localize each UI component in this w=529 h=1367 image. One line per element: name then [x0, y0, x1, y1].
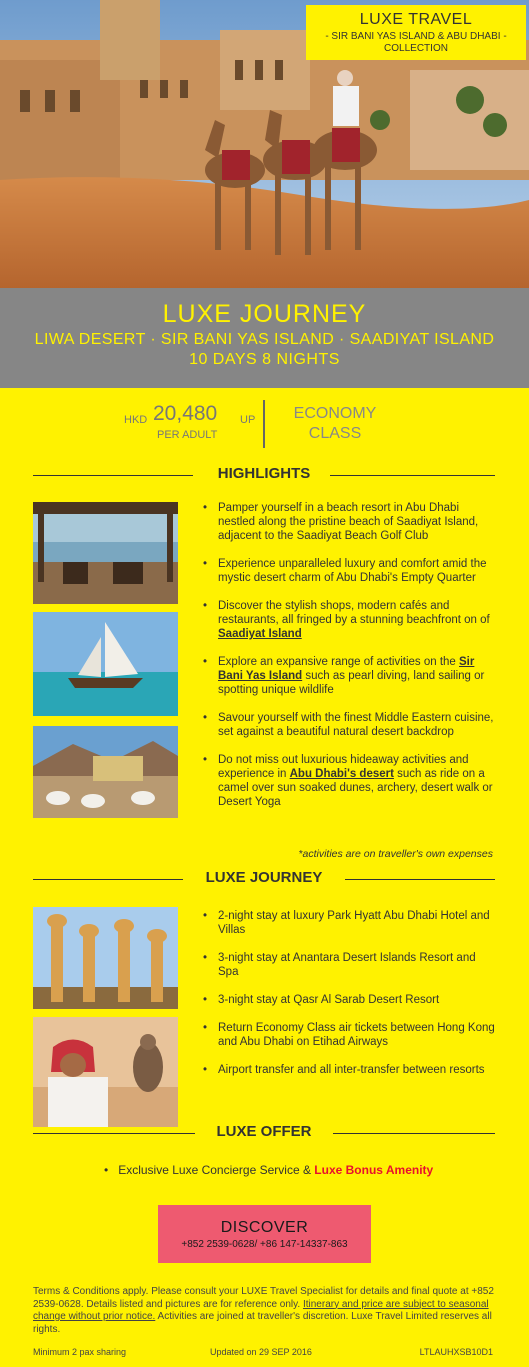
travel-class: [280, 404, 390, 444]
discover-label: DISCOVER: [220, 1219, 309, 1236]
min-pax: Minimum 2 pax sharing: [33, 1347, 127, 1357]
saadiyat-island-link[interactable]: Saadiyat Island: [218, 628, 302, 640]
list-item: • Discover the stylish shops, modern cafés and restaurants, all fringed by a stunning beachfront on of Saadiyat Island: [203, 599, 495, 641]
bullet: •: [104, 1163, 119, 1177]
updated-date: Updated on 29 SEP 2016: [210, 1347, 312, 1357]
price-per: PER ADULT: [157, 429, 218, 441]
list-item: • Do not miss out luxurious hideaway activities and experience in Abu Dhabi's desert such as ride on a camel over sun soaked dunes, archery, desert walk or Desert Yoga: [203, 753, 495, 809]
activities-note: *activities are on traveller's own expenses: [298, 848, 493, 860]
journey-title: LUXE JOURNEY: [162, 300, 367, 328]
list-item: • Pamper yourself in a beach resort in Abu Dhabi nestled along the pristine beach of Saadiyat Island, adjacent to the Saadiyat Beach Golf Club: [203, 501, 495, 543]
highlights-list: [203, 501, 495, 809]
offer-heading-text: LUXE OFFER: [216, 1123, 312, 1140]
hero-image: [0, 0, 529, 288]
terms-text: Terms & Conditions apply. Please consult your LUXE Travel Specialist for details and final quote at +852 2539-0628. Details listed and pictures are for reference only. Itinerary and price are subject to seasonal change without prior notice. Activities are joined at traveller's discretion. Luxe Travel Limited reserves all rights.: [33, 1286, 494, 1335]
list-item: • Airport transfer and all inter-transfer between resorts: [203, 1063, 495, 1077]
price-suffix: UP: [240, 414, 256, 426]
list-item: • 3-night stay at Anantara Desert Islands Resort and Spa: [203, 951, 495, 979]
falconer-photo: [33, 1017, 178, 1127]
list-item: • Savour yourself with the finest Middle Eastern cuisine, set against a beautiful natural desert backdrop: [203, 711, 495, 739]
journey-places: LIWA DESERT · SIR BANI YAS ISLAND · SAADIYAT ISLAND: [34, 331, 495, 348]
itinerary-change-link[interactable]: Itinerary and price are subject to seasonal change without prior notice.: [33, 1298, 489, 1322]
itinerary-list: [203, 909, 495, 1077]
discover-button[interactable]: [158, 1205, 371, 1263]
product-code: LTLAUHXSB10D1: [419, 1347, 493, 1357]
brand-name: LUXE TRAVEL: [359, 11, 473, 28]
giraffes-photo: [33, 907, 178, 1009]
dhow-boat-photo: [33, 612, 178, 716]
offer-line: [104, 1163, 433, 1177]
travel-class-line1: ECONOMY: [293, 405, 377, 422]
bonus-amenity: Luxe Bonus Amenity: [314, 1163, 434, 1177]
list-item: • Explore an expansive range of activities on the Sir Bani Yas Island such as pearl diving, land sailing or spotting unique wildlife: [203, 655, 495, 697]
price-divider: [263, 400, 265, 448]
price-currency: HKD: [124, 414, 148, 426]
brand-badge: [306, 5, 526, 60]
list-item: • 3-night stay at Qasr Al Sarab Desert Resort: [203, 993, 495, 1007]
abu-dhabi-desert-link[interactable]: Abu Dhabi's desert: [289, 768, 394, 780]
sir-bani-yas-link[interactable]: Sir Bani Yas Island: [218, 656, 475, 682]
list-item: • Return Economy Class air tickets between Hong Kong and Abu Dhabi on Etihad Airways: [203, 1021, 495, 1049]
journey-duration: 10 DAYS 8 NIGHTS: [189, 351, 340, 368]
price-block: [0, 388, 529, 460]
travel-class-line2: CLASS: [308, 425, 362, 442]
itinerary-heading: [33, 869, 495, 889]
price-amount: 20,480: [153, 402, 218, 425]
offer-heading: [33, 1123, 495, 1143]
contact-phones: +852 2539-0628/ +86 147-14337-863: [181, 1239, 348, 1250]
brand-collection: - SIR BANI YAS ISLAND & ABU DHABI - COLLECTION: [325, 31, 507, 54]
safari-oryx-photo: [33, 726, 178, 818]
beach-resort-photo: [33, 502, 178, 604]
itinerary-heading-text: LUXE JOURNEY: [205, 869, 323, 886]
highlights-heading: [33, 465, 495, 485]
journey-title-band: [0, 288, 529, 388]
list-item: • 2-night stay at luxury Park Hyatt Abu Dhabi Hotel and Villas: [203, 909, 495, 937]
list-item: • Experience unparalleled luxury and comfort amid the mystic desert charm of Abu Dhabi's Empty Quarter: [203, 557, 495, 585]
offer-text: Exclusive Luxe Concierge Service &: [118, 1163, 315, 1177]
highlights-heading-text: HIGHLIGHTS: [217, 465, 311, 482]
